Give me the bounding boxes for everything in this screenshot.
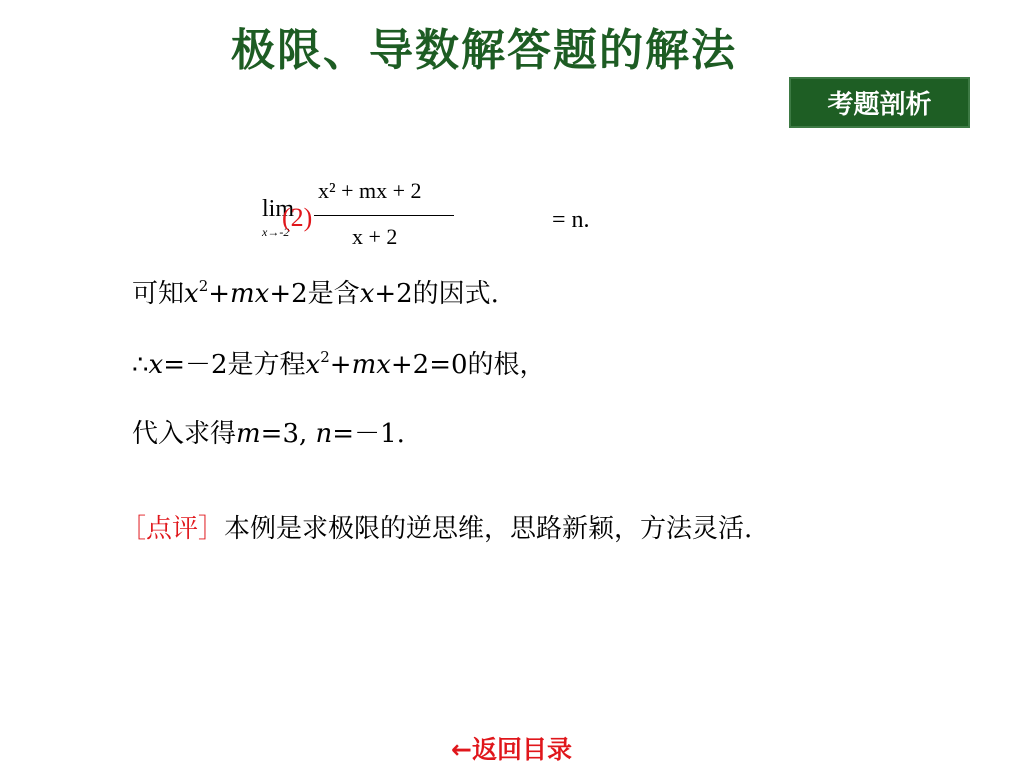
fraction-denominator: x + 2 — [352, 224, 398, 249]
section-badge: 考题剖析 — [789, 77, 970, 128]
comment-text: 本例是求极限的逆思维，思路新颖，方法灵活. — [224, 514, 753, 544]
solution-line-2: ∴x=－2是方程$x^2+mx+2=0$的根， — [132, 348, 546, 380]
fraction-numerator: x² + mx + 2 — [318, 178, 422, 203]
back-to-contents-link[interactable]: ←返回目录 — [451, 735, 572, 764]
solution-line-3: 代入求得m=3, n=－1. — [132, 419, 405, 449]
page-title: 极限、导数解答题的解法 — [231, 25, 737, 76]
comment-tag: ［点评］ — [120, 514, 225, 544]
lim-operator: lim — [262, 196, 295, 222]
formula-rhs: = n. — [552, 207, 590, 233]
solution-line-1: 可知$x^2+mx+2$是含x+2的因式. — [132, 277, 499, 309]
part-number: (2) — [282, 203, 313, 232]
limit-formula — [262, 172, 622, 254]
fraction-bar — [314, 215, 454, 216]
lim-subscript: x→-2 — [262, 225, 290, 239]
comment-line — [120, 508, 752, 545]
